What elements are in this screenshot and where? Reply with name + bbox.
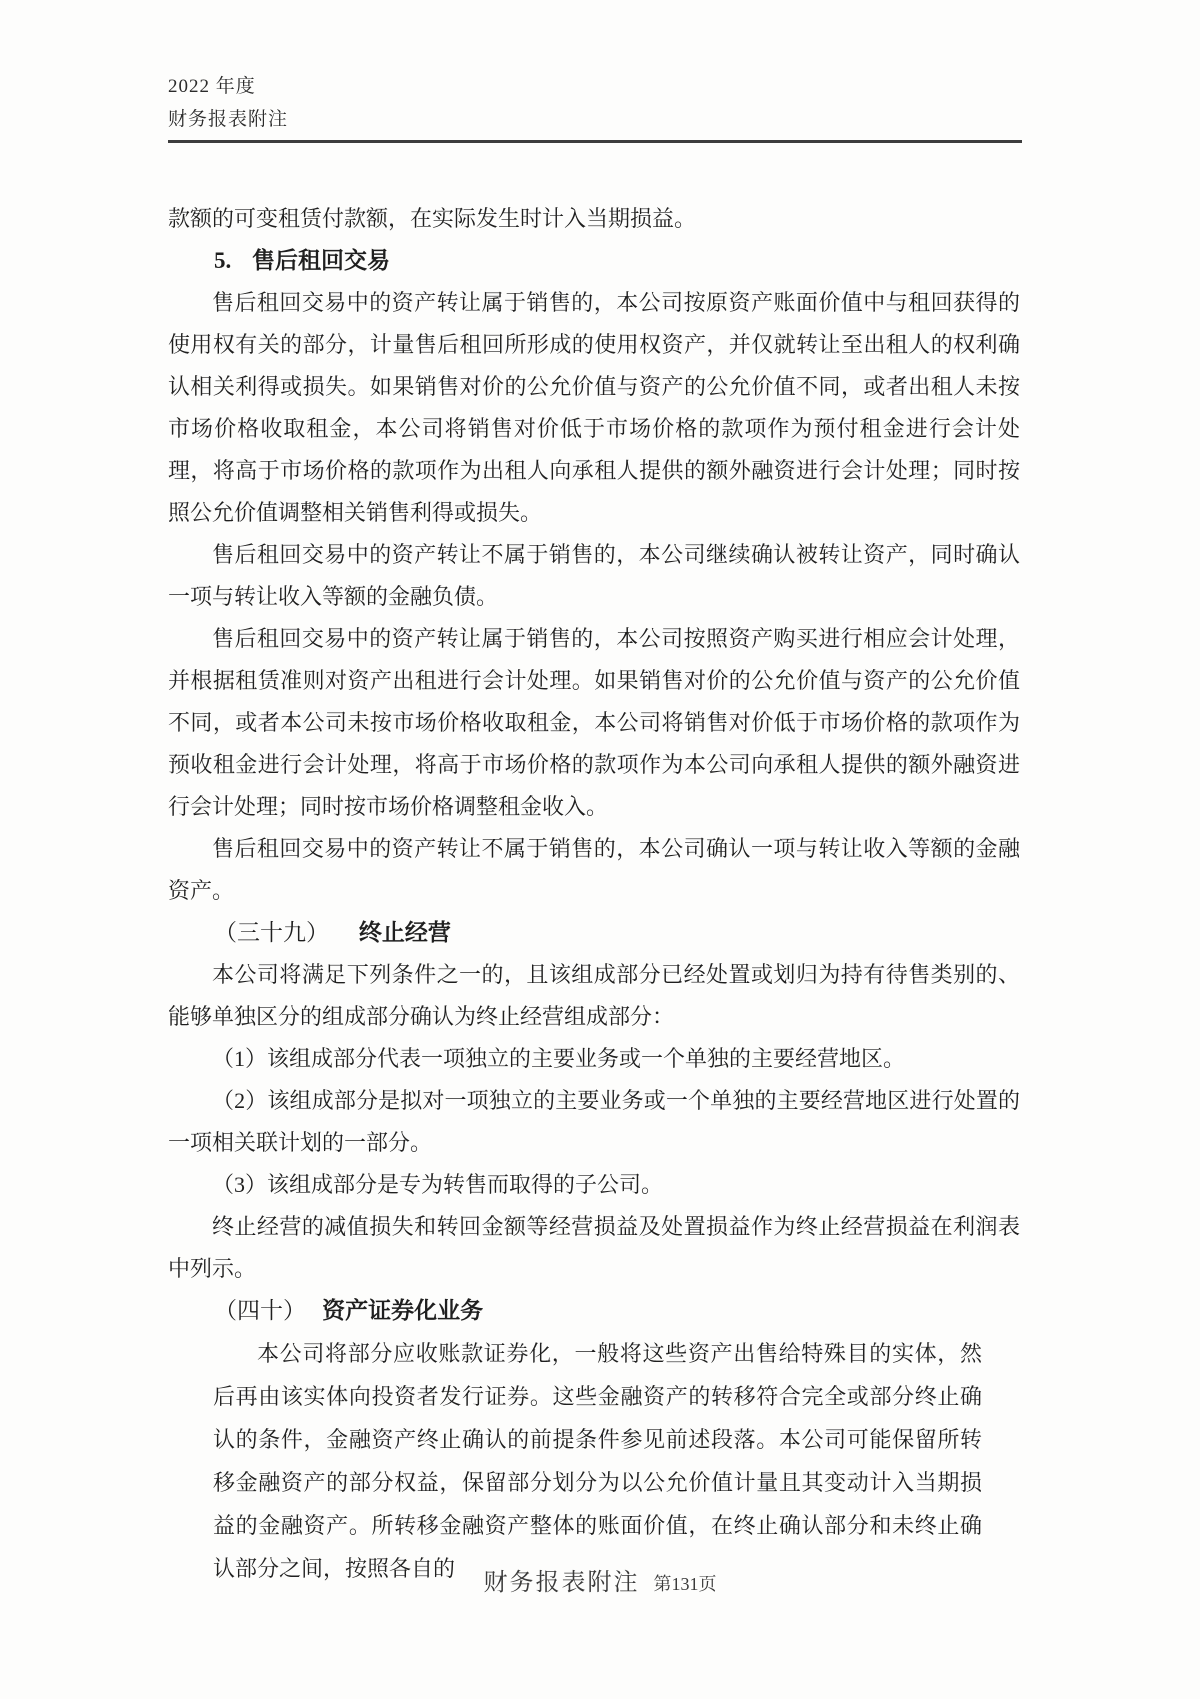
header-year: 2022 年度 (168, 76, 256, 97)
header-doc-title: 财务报表附注 (168, 109, 289, 130)
page-header (168, 70, 1022, 143)
paragraph: （3）该组成部分是专为转售而取得的子公司。 (212, 1172, 664, 1197)
section-39-heading (168, 912, 1020, 954)
paragraph: 售后租回交易中的资产转让属于销售的，本公司按原资产账面价值中与租回获得的使用权有关的部分，计量售后租回所形成的使用权资产，并仅就转让至出租人的权利确认相关利得或损失。如果销售对价的公允价值与资产的公允价值不同，或者出租人未按市场价格收取租金，本公司将销售对价低于市场价格的款项作为预付租金进行会计处理，将高于市场价格的款项作为出租人向承租人提供的额外融资进行会计处理；同时按照公允价值调整相关销售利得或损失。 (168, 290, 1020, 525)
page-footer (0, 1562, 1200, 1597)
section-40-number: （四十） (214, 1298, 306, 1323)
section-40-title: 资产证券化业务 (322, 1298, 484, 1323)
carryover-paragraph: 款额的可变租赁付款额，在实际发生时计入当期损益。 (168, 206, 697, 231)
paragraph: 终止经营的减值损失和转回金额等经营损益及处置损益作为终止经营损益在利润表中列示。 (168, 1214, 1020, 1281)
section-40-heading (168, 1290, 1020, 1332)
paragraph: （1）该组成部分代表一项独立的主要业务或一个单独的主要经营地区。 (212, 1046, 906, 1071)
section-5-title: 售后租回交易 (251, 248, 390, 273)
paragraph: 售后租回交易中的资产转让不属于销售的，本公司继续确认被转让资产，同时确认一项与转让收入等额的金融负债。 (168, 542, 1020, 609)
paragraph: 售后租回交易中的资产转让属于销售的，本公司按照资产购买进行相应会计处理，并根据租赁准则对资产出租进行会计处理。如果销售对价的公允价值与资产的公允价值不同，或者本公司未按市场价格收取租金，本公司将销售对价低于市场价格的款项作为预收租金进行会计处理，将高于市场价格的款项作为本公司向承租人提供的额外融资进行会计处理；同时按市场价格调整租金收入。 (168, 626, 1020, 819)
section-5-number: 5. (214, 248, 232, 273)
section-5-paragraphs (168, 282, 1020, 912)
footer-page-number: 第131页 (653, 1574, 717, 1594)
section-39-paragraphs (168, 954, 1020, 1290)
paragraph: 本公司将满足下列条件之一的，且该组成部分已经处置或划归为持有待售类别的、能够单独区分的组成部分确认为终止经营组成部分： (168, 962, 1020, 1029)
section-39-title: 终止经营 (358, 920, 451, 945)
paragraph: 本公司将部分应收账款证券化，一般将这些资产出售给特殊目的实体，然后再由该实体向投资者发行证券。这些金融资产的转移符合完全或部分终止确认的条件，金融资产终止确认的前提条件参见前述段落。本公司可能保留所转移金融资产的部分权益，保留部分划分为以公允价值计量且其变动计入当期损益的金融资产。所转移金融资产整体的账面价值，在终止确认部分和未终止确认部分之间，按照各自的 (213, 1341, 982, 1581)
paragraph: 售后租回交易中的资产转让不属于销售的，本公司确认一项与转让收入等额的金融资产。 (168, 836, 1020, 903)
section-5-heading (168, 240, 1020, 282)
document-body (168, 198, 1020, 1590)
section-40-paragraphs (213, 1332, 982, 1590)
footer-title: 财务报表附注 (483, 1570, 640, 1596)
paragraph: （2）该组成部分是拟对一项独立的主要业务或一个单独的主要经营地区进行处置的一项相关联计划的一部分。 (168, 1088, 1020, 1155)
section-39-number: （三十九） (214, 920, 329, 945)
